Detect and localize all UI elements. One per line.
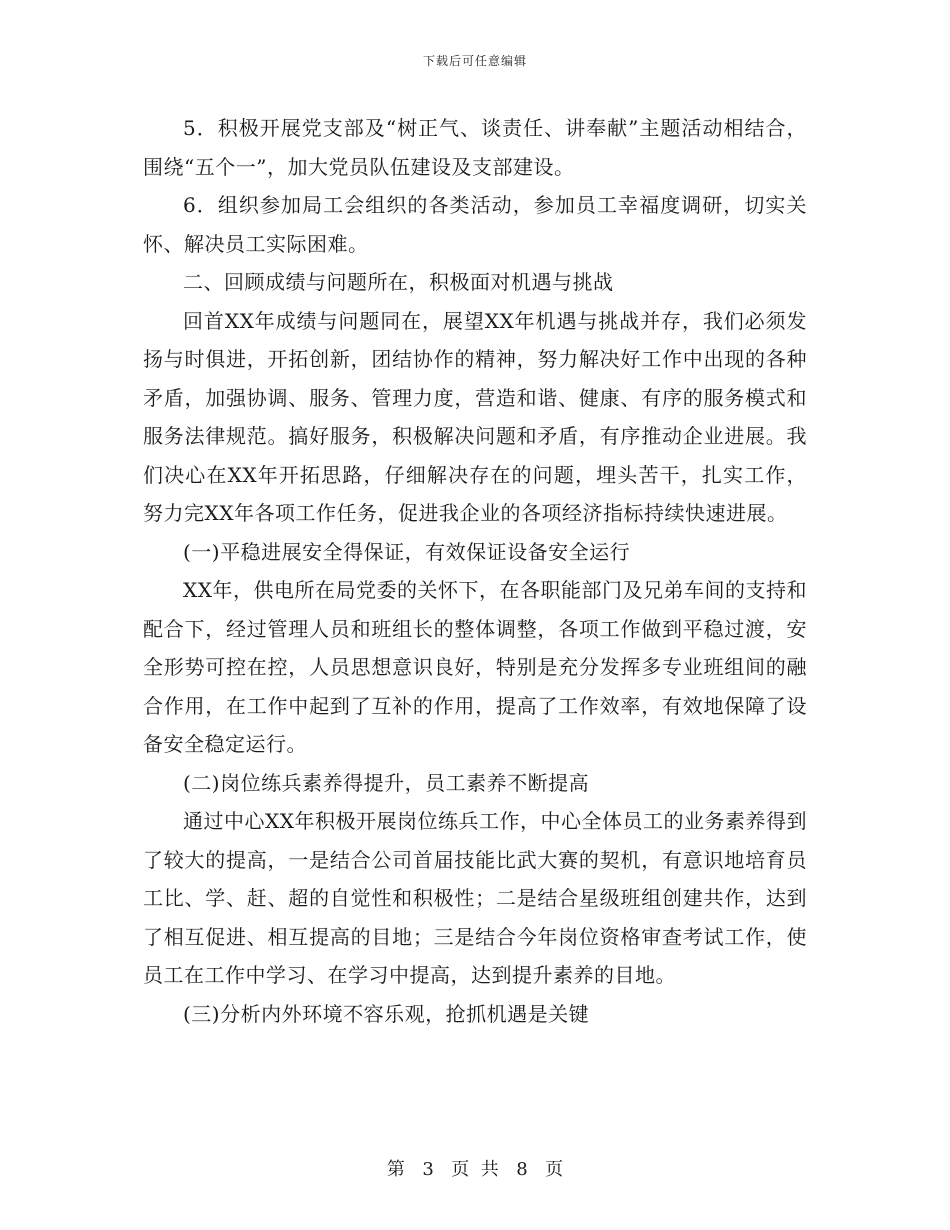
subsection-heading-2: (二)岗位练兵素养得提升，员工素养不断提高	[183, 770, 590, 795]
footer-suffix: 页	[545, 1159, 564, 1180]
paragraph-safety: XX年，供电所在局党委的关怀下，在各职能部门及兄弟车间的支持和配合下，经过管理人员和班组长的整体调整，各项工作做到平稳过渡，安全形势可控在控，人员思想意识良好，特别是充分发挥多专业班组间的融合作用，在工作中起到了互补的作用，提高了工作效率，有效地保障了设备安全稳定运行。	[143, 578, 807, 756]
total-page-count: 8	[516, 1159, 528, 1180]
document-body	[143, 109, 807, 1033]
footer-prefix: 第	[386, 1159, 405, 1180]
header-text: 下载后可任意编辑	[422, 54, 527, 68]
section-heading-2: 二、回顾成绩与问题所在，积极面对机遇与挑战	[183, 270, 614, 294]
footer-middle: 页 共	[451, 1159, 499, 1180]
subsection-heading-1: (一)平稳进展安全得保证，有效保证设备安全运行	[183, 539, 631, 564]
subsection-heading-3: (三)分析内外环境不容乐观，抢抓机遇是关键	[183, 1001, 590, 1026]
page-header	[0, 52, 950, 69]
paragraph-item-6: 6．组织参加局工会组织的各类活动，参加员工幸福度调研，切实关怀、解决员工实际困难。	[143, 193, 807, 256]
page-footer	[0, 1155, 950, 1181]
current-page-number: 3	[422, 1159, 434, 1180]
paragraph-item-5: 5．积极开展党支部及“树正气、谈责任、讲奉献”主题活动相结合，围绕“五个一”，加大党员队伍建设及支部建设。	[143, 116, 807, 179]
paragraph-training: 通过中心XX年积极开展岗位练兵工作，中心全体员工的业务素养得到了较大的提高，一是结合公司首届技能比武大赛的契机，有意识地培育员工比、学、赶、超的自觉性和积极性；二是结合星级班组创建共作，达到了相互促进、相互提高的目地；三是结合今年岗位资格审查考试工作，使员工在工作中学习、在学习中提高，达到提升素养的目地。	[143, 809, 807, 987]
paragraph-review: 回首XX年成绩与问题同在，展望XX年机遇与挑战并存，我们必须发扬与时俱进，开拓创新，团结协作的精神，努力解决好工作中出现的各种矛盾，加强协调、服务、管理力度，营造和谐、健康、有序的服务模式和服务法律规范。搞好服务，积极解决问题和矛盾，有序推动企业进展。我们决心在XX年开拓思路，仔细解决存在的问题，埋头苦干，扎实工作，努力完XX年各项工作任务，促进我企业的各项经济指标持续快速进展。	[143, 308, 807, 525]
